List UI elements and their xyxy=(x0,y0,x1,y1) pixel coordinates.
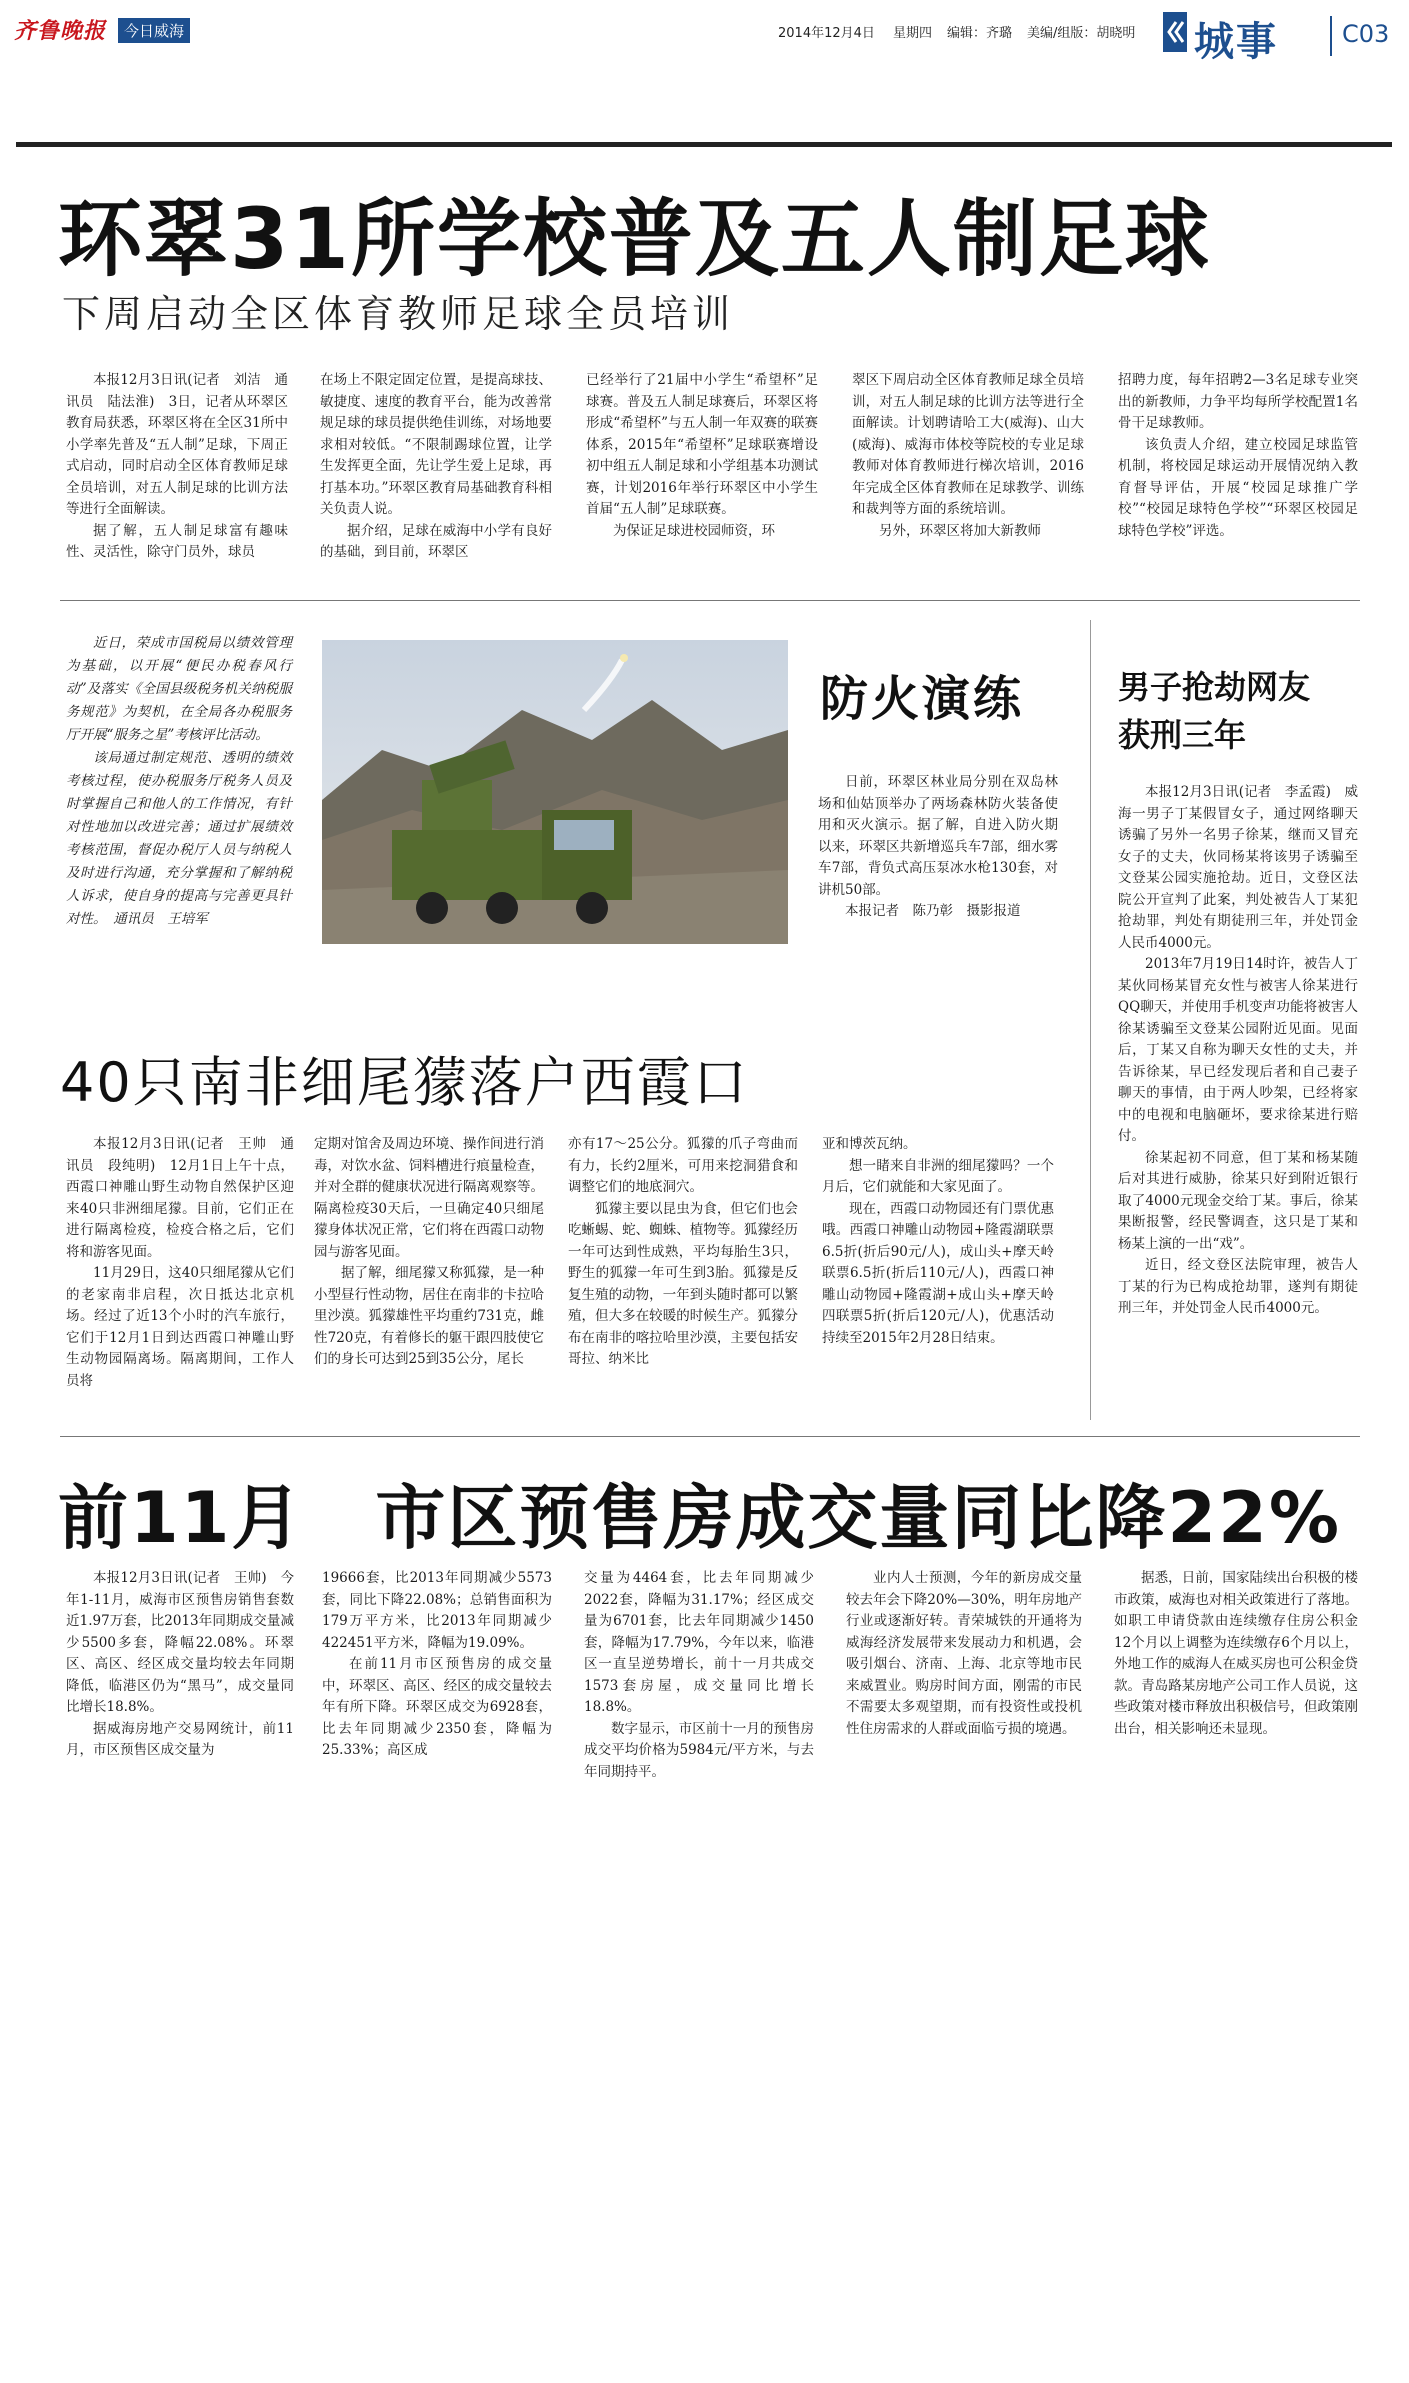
lead-column-1 xyxy=(66,370,288,564)
photo-credit: 本报记者 陈乃彰 摄影报道 xyxy=(845,903,1021,919)
section-rule xyxy=(60,1436,1360,1437)
paragraph: 徐某起初不同意，但丁某和杨某随后对其进行威胁，徐某只好到附近银行取了4000元现金交给丁某。事后，徐某果断报警，经民警调查，这只是丁某和杨某上演的一出“戏”。 xyxy=(1118,1149,1358,1252)
paragraph: 据悉，日前，国家陆续出台积极的楼市政策，威海也对相关政策进行了落地。如职工申请贷款由连续缴存住房公积金12个月以上调整为连续缴存6个月以上，外地工作的威海人在威买房也可公积金贷款。青岛路某房地产公司工作人员说，这些政策对楼市释放出积极信号，但政策刚出台，相关影响还未显现。 xyxy=(1114,1570,1358,1737)
meerkat-column-3 xyxy=(568,1134,798,1371)
paragraph: 亚和博茨瓦纳。 xyxy=(822,1136,917,1152)
paragraph: 据介绍，足球在威海中小学有良好的基础，到目前，环翠区 xyxy=(320,522,552,560)
masthead-logo: 齐鲁晚报 xyxy=(14,19,107,44)
chevron-left-icon xyxy=(1163,12,1187,52)
paragraph: 招聘力度，每年招聘2—3名足球专业突出的新教师，力争平均每所学校配置1名骨干足球教师。 xyxy=(1118,372,1358,431)
issue-weekday: 星期四 xyxy=(893,26,933,41)
paragraph: 在前11月市区预售房的成交量中，环翠区、高区、经区的成交量较去年有所下降。环翠区成交为6928套，比去年同期减少2350套，降幅为25.33%；高区成 xyxy=(322,1656,552,1758)
edition-badge: 今日威海 xyxy=(118,18,190,43)
page-number: C03 xyxy=(1342,20,1390,48)
lead-column-3 xyxy=(586,370,818,542)
section-rule xyxy=(60,600,1360,601)
housing-column-5 xyxy=(1114,1568,1358,1740)
paragraph: 业内人士预测，今年的新房成交量较去年会下降20%—30%，明年房地产行业或逐渐好转。青荣城铁的开通将为威海经济发展带来发展动力和机遇，会吸引烟台、济南、上海、北京等地市民来威置业。购房时间方面，刚需的市民不需要太多观望期，而有投资性或投机性住房需求的人群或面临亏损的境遇。 xyxy=(846,1570,1082,1737)
paragraph: 本报12月3日讯(记者 李孟霞) 威海一男子丁某假冒女子，通过网络聊天诱骗了另外一名男子徐某，继而又冒充女子的丈夫，伙同杨某将该男子诱骗至文登某公园实施抢劫。近日，文登区法院公开宣判了此案，判处被告人丁某犯抢劫罪，判处有期徒刑三年，并处罚金人民币4000元。 xyxy=(1118,784,1358,951)
paragraph: 翠区下周启动全区体育教师足球全员培训，对五人制足球的比训方法等进行全面解读。计划聘请哈工大(威海)、山大(威海)、威海市体校等院校的专业足球教师对体育教师进行梯次培训，2016年完成全区体育教师在足球教学、训练和裁判等方面的系统培训。 xyxy=(852,372,1084,517)
issue-date: 2014年12月4日 xyxy=(778,26,875,41)
lead-column-2 xyxy=(320,370,552,564)
paragraph: 近日，经文登区法院审理，被告人丁某的行为已构成抢劫罪，遂判有期徒刑三年，并处罚金人民币4000元。 xyxy=(1118,1257,1358,1316)
paragraph: 本报12月3日讯(记者 王帅) 今年1-11月，威海市区预售房销售套数近1.97万套，比2013年同期成交量减少5500多套，降幅22.08%。环翠区、高区、经区成交量均较去年同期降低，临港区仍为“黑马”，成交量同比增长18.8%。 xyxy=(66,1570,294,1715)
paragraph: 日前，环翠区林业局分别在双岛林场和仙姑顶举办了两场森林防火装备使用和灭火演示。据了解，自进入防火期以来，环翠区共新增巡兵车7部，细水雾车7部，背负式高压泵冰水枪130套，对讲机50部。 xyxy=(818,774,1058,898)
paragraph: 另外，环翠区将加大新教师 xyxy=(879,522,1041,539)
housing-column-3 xyxy=(584,1568,814,1783)
paragraph: 想一睹来自非洲的细尾獴吗？一个月后，它们就能和大家见面了。 xyxy=(822,1157,1054,1195)
meerkat-column-1 xyxy=(66,1134,294,1392)
paragraph: 在场上不限定固定位置，是提高球技、敏捷度、速度的教育平台，能为改善常规足球的球员提供绝佳训练，对场地要求相对较低。“不限制踢球位置，让学生发挥更全面，先让学生爱上足球，再打基本功。”环翠区教育局基础教育科相关负责人说。 xyxy=(320,372,552,517)
paragraph: 11月29日，这40只细尾獴从它们的老家南非启程，次日抵达北京机场。经过了近13个小时的汽车旅行，它们于12月1日到达西霞口神雕山野生动物园隔离场。隔离期间，工作人员将 xyxy=(66,1265,294,1389)
paragraph: 交量为4464套，比去年同期减少2022套，降幅为31.17%；经区成交量为6701套，比去年同期减少1450套，降幅为17.79%，今年以来，临港区一直呈逆势增长，前十一月共成交1573套房屋，成交量同比增长18.8%。 xyxy=(584,1570,814,1715)
fire-drill-photo xyxy=(322,640,788,944)
paragraph: 据了解，五人制足球富有趣味性、灵活性，除守门员外，球员 xyxy=(66,522,288,560)
lead-subheadline: 下周启动全区体育教师足球全员培训 xyxy=(62,292,735,336)
paragraph: 本报12月3日讯(记者 刘洁 通讯员 陆法淮) 3日，记者从环翠区教育局获悉，环翠区将在全区31所中小学率先普及“五人制”足球，下周正式启动，同时启动全区体育教师足球全员培训，对五人制足球的比训方法等进行全面解读。 xyxy=(66,372,288,517)
robbery-title-line2: 获刑三年 xyxy=(1118,716,1247,754)
meerkat-column-2 xyxy=(314,1134,544,1371)
paragraph: 该局通过制定规范、透明的绩效考核过程，使办税服务厅税务人员及时掌握自己和他人的工作情况，有针对性地加以改进完善；通过扩展绩效考核范围，督促办税厅人员与纳税人及时进行沟通，充分掌握和了解纳税人诉求，使自身的提高与完善更具针对性。 通讯员 王培军 xyxy=(66,750,292,927)
designer-credit: 美编/组版：胡晓明 xyxy=(1027,26,1136,41)
paragraph: 为保证足球进校园师资，环 xyxy=(613,522,775,539)
fire-drill-title: 防火演练 xyxy=(820,671,1025,727)
lead-headline: 环翠31所学校普及五人制足球 xyxy=(58,190,1211,288)
paragraph: 定期对馆舍及周边环境、操作间进行消毒，对饮水盆、饲料槽进行痕量检查，并对全群的健康状况进行隔离观察等。隔离检疫30天后，一旦确定40只细尾獴身体状况正常，它们将在西霞口动物园与游客见面。 xyxy=(314,1136,544,1260)
robbery-text xyxy=(1118,782,1358,1320)
header-rule xyxy=(16,142,1392,147)
housing-headline: 前11月 市区预售房成交量同比降22% xyxy=(58,1477,1341,1559)
paragraph: 19666套，比2013年同期减少5573套，同比下降22.08%；总销售面积为179万平方米，比2013年同期减少422451平方米，降幅为19.09%。 xyxy=(322,1570,552,1651)
meerkat-headline: 40只南非细尾獴落户西霞口 xyxy=(60,1051,749,1114)
column-divider xyxy=(1090,620,1091,1420)
meerkat-column-4 xyxy=(822,1134,1054,1349)
paragraph: 数字显示，市区前十一月的预售房成交平均价格为5984元/平方米，与去年同期持平。 xyxy=(584,1720,814,1780)
tax-brief xyxy=(66,632,292,931)
paragraph: 据威海房地产交易网统计，前11月，市区预售区成交量为 xyxy=(66,1720,294,1758)
paragraph: 近日，荣成市国税局以绩效管理为基础，以开展“便民办税春风行动”及落实《全国县级税务机关纳税服务规范》为契机，在全局各办税服务厅开展“服务之星”考核评比活动。 xyxy=(66,635,292,743)
paragraph: 2013年7月19日14时许，被告人丁某伙同杨某冒充女性与被害人徐某进行QQ聊天，并使用手机变声功能将被害人徐某诱骗至文登某公园附近见面。见面后，丁某又自称为聊天女性的丈夫，并告诉徐某，早已经发现后者和自己妻子聊天的事情，由于两人吵架，已经将家中的电视和电脑砸坏，要求徐某进行赔付。 xyxy=(1118,956,1358,1144)
editor-credit: 编辑：齐璐 xyxy=(947,26,1013,41)
housing-column-1 xyxy=(66,1568,294,1762)
header-divider xyxy=(1330,16,1332,56)
fire-drill-text xyxy=(818,772,1058,923)
paragraph: 本报12月3日讯(记者 王帅 通讯员 段纯明) 12月1日上午十点，西霞口神雕山野生动物自然保护区迎来40只非洲细尾獴。目前，它们正在进行隔离检疫，检疫合格之后，它们将和游客见面。 xyxy=(66,1136,294,1260)
lead-column-5 xyxy=(1118,370,1358,542)
robbery-title-line1: 男子抢劫网友 xyxy=(1118,668,1311,706)
housing-column-4 xyxy=(846,1568,1082,1740)
paragraph: 据了解，细尾獴又称狐獴，是一种小型昼行性动物，居住在南非的卡拉哈里沙漠。狐獴雄性平均重约731克，雌性720克，有着修长的躯干跟四肢使它们的身长可达到25到35公分，尾长 xyxy=(314,1265,544,1367)
paragraph: 狐獴主要以昆虫为食，但它们也会吃蜥蜴、蛇、蜘蛛、植物等。狐獴经历一年可达到性成熟，平均每胎生3只，野生的狐獴一年可生到3胎。狐獴是反复生殖的动物，一年到头随时都可以繁殖，但大多在较暖的时候生产。狐獴分布在南非的喀拉哈里沙漠，主要包括安哥拉、纳米比 xyxy=(568,1200,798,1367)
paragraph: 该负责人介绍，建立校园足球监管机制，将校园足球运动开展情况纳入教育督导评估，开展“校园足球推广学校”“校园足球特色学校”“环翠区校园足球特色学校”评选。 xyxy=(1118,436,1358,539)
paragraph: 现在，西霞口动物园还有门票优惠哦。西霞口神雕山动物园+隆霞湖联票6.5折(折后90元/人)，成山头+摩天岭联票6.5折(折后110元/人)，西霞口神雕山动物园+隆霞湖+成山头+摩天岭四联票5折(折后120元/人)，优惠活动持续至2015年2月28日结束。 xyxy=(822,1200,1054,1346)
lead-column-4 xyxy=(852,370,1084,542)
paragraph: 亦有17～25公分。狐獴的爪子弯曲而有力，长约2厘米，可用来挖洞猎食和调整它们的地底洞穴。 xyxy=(568,1136,798,1195)
section-name: 城事 xyxy=(1194,19,1278,65)
paragraph: 已经举行了21届中小学生“希望杯”足球赛。普及五人制足球赛后，环翠区将形成“希望杯”与五人制一年双赛的联赛体系，2015年“希望杯”足球联赛增设初中组五人制足球和小学组基本功测试赛，计划2016年举行环翠区中小学生首届“五人制”足球联赛。 xyxy=(586,372,818,517)
housing-column-2 xyxy=(322,1568,552,1762)
